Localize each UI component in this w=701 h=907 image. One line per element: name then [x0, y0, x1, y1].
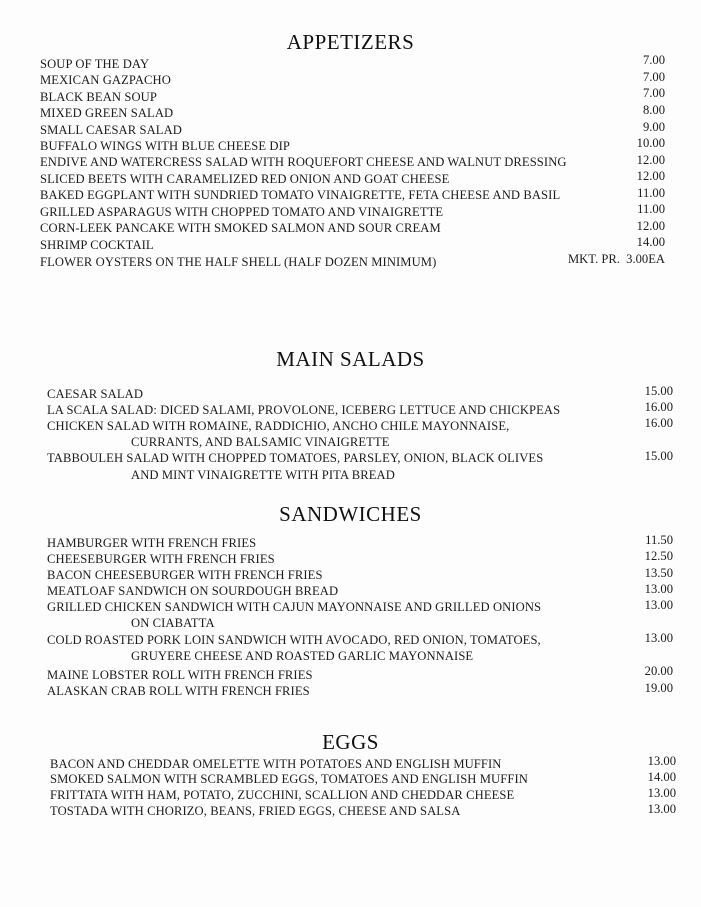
- menu-item: BAKED EGGPLANT WITH SUNDRIED TOMATO VINAIGRETTE, FETA CHEESE AND BASIL: [40, 188, 561, 202]
- menu-price: 12.00: [636, 169, 665, 183]
- menu-price: 12.00: [636, 153, 665, 167]
- menu-price: 15.00: [644, 449, 673, 463]
- menu-item: SMALL CAESAR SALAD: [40, 123, 182, 137]
- menu-price: 13.00: [644, 598, 673, 612]
- menu-item: BACON AND CHEDDAR OMELETTE WITH POTATOES AND ENGLISH MUFFIN: [50, 757, 502, 771]
- menu-item: MEATLOAF SANDWICH ON SOURDOUGH BREAD: [47, 584, 339, 598]
- menu-item: CAESAR SALAD: [47, 387, 144, 401]
- menu-price: MKT. PR. 3.00EA: [567, 252, 665, 266]
- menu-price: 16.00: [644, 400, 673, 414]
- menu-item: MEXICAN GAZPACHO: [40, 73, 171, 87]
- menu-price: 7.00: [642, 86, 665, 100]
- menu-item-continuation: AND MINT VINAIGRETTE WITH PITA BREAD: [131, 468, 395, 482]
- menu-price: 12.00: [636, 219, 665, 233]
- menu-item: CHEESEBURGER WITH FRENCH FRIES: [47, 552, 275, 566]
- menu-price: 9.00: [642, 120, 665, 134]
- menu-item: CORN-LEEK PANCAKE WITH SMOKED SALMON AND SOUR CREAM: [40, 221, 441, 235]
- menu-item: FLOWER OYSTERS ON THE HALF SHELL (HALF DOZEN MINIMUM): [40, 255, 437, 269]
- menu-price: 13.50: [644, 566, 673, 580]
- menu-item: TOSTADA WITH CHORIZO, BEANS, FRIED EGGS, CHEESE AND SALSA: [50, 804, 461, 818]
- menu-item: TABBOULEH SALAD WITH CHOPPED TOMATOES, PARSLEY, ONION, BLACK OLIVES: [47, 451, 544, 465]
- menu-item: GRILLED CHICKEN SANDWICH WITH CAJUN MAYONNAISE AND GRILLED ONIONS: [47, 600, 542, 614]
- menu-price: 7.00: [642, 53, 665, 67]
- menu-item-continuation: ON CIABATTA: [131, 616, 215, 630]
- menu-price: 20.00: [644, 664, 673, 678]
- menu-item: MIXED GREEN SALAD: [40, 106, 174, 120]
- menu-item: ENDIVE AND WATERCRESS SALAD WITH ROQUEFORT CHEESE AND WALNUT DRESSING: [40, 155, 567, 169]
- menu-price: 8.00: [642, 103, 665, 117]
- sandwiches-heading: SANDWICHES: [279, 502, 422, 526]
- menu-price: 14.00: [647, 770, 676, 784]
- menu-item: BLACK BEAN SOUP: [40, 90, 157, 104]
- menu-price: 14.00: [636, 235, 665, 249]
- menu-item-continuation: GRUYERE CHEESE AND ROASTED GARLIC MAYONNAISE: [131, 649, 474, 663]
- menu-item: CHICKEN SALAD WITH ROMAINE, RADDICHIO, ANCHO CHILE MAYONNAISE,: [47, 419, 510, 433]
- menu-price: 11.00: [637, 186, 665, 200]
- menu-item: BACON CHEESEBURGER WITH FRENCH FRIES: [47, 568, 323, 582]
- menu-item: COLD ROASTED PORK LOIN SANDWICH WITH AVOCADO, RED ONION, TOMATOES,: [47, 633, 541, 647]
- menu-item: FRITTATA WITH HAM, POTATO, ZUCCHINI, SCALLION AND CHEDDAR CHEESE: [50, 788, 515, 802]
- eggs-heading: EGGS: [322, 730, 379, 754]
- menu-price: 15.00: [644, 384, 673, 398]
- menu-price: 13.00: [644, 631, 673, 645]
- menu-item: SHRIMP COCKTAIL: [40, 238, 154, 252]
- menu-item: SLICED BEETS WITH CARAMELIZED RED ONION AND GOAT CHEESE: [40, 172, 450, 186]
- menu-price: 11.00: [637, 202, 665, 216]
- menu-price: 10.00: [636, 136, 665, 150]
- menu-item: SOUP OF THE DAY: [40, 57, 150, 71]
- menu-price: 13.00: [647, 754, 676, 768]
- main-salads-heading: MAIN SALADS: [276, 347, 425, 371]
- menu-item-continuation: CURRANTS, AND BALSAMIC VINAIGRETTE: [131, 435, 390, 449]
- menu-price: 19.00: [644, 681, 673, 695]
- menu-item: MAINE LOBSTER ROLL WITH FRENCH FRIES: [47, 668, 313, 682]
- menu-price: 12.50: [644, 549, 673, 563]
- menu-item: SMOKED SALMON WITH SCRAMBLED EGGS, TOMATOES AND ENGLISH MUFFIN: [50, 772, 528, 786]
- menu-item: GRILLED ASPARAGUS WITH CHOPPED TOMATO AND VINAIGRETTE: [40, 205, 444, 219]
- menu-price: 13.00: [644, 582, 673, 596]
- menu-item: LA SCALA SALAD: DICED SALAMI, PROVOLONE, ICEBERG LETTUCE AND CHICKPEAS: [47, 403, 561, 417]
- menu-price: 16.00: [644, 416, 673, 430]
- menu-price: 11.50: [645, 533, 673, 547]
- appetizers-heading: APPETIZERS: [286, 30, 415, 54]
- menu-price: 7.00: [642, 70, 665, 84]
- menu-price: 13.00: [647, 802, 676, 816]
- menu-price: 13.00: [647, 786, 676, 800]
- menu-item: BUFFALO WINGS WITH BLUE CHEESE DIP: [40, 139, 291, 153]
- menu-item: ALASKAN CRAB ROLL WITH FRENCH FRIES: [47, 684, 310, 698]
- menu-item: HAMBURGER WITH FRENCH FRIES: [47, 536, 257, 550]
